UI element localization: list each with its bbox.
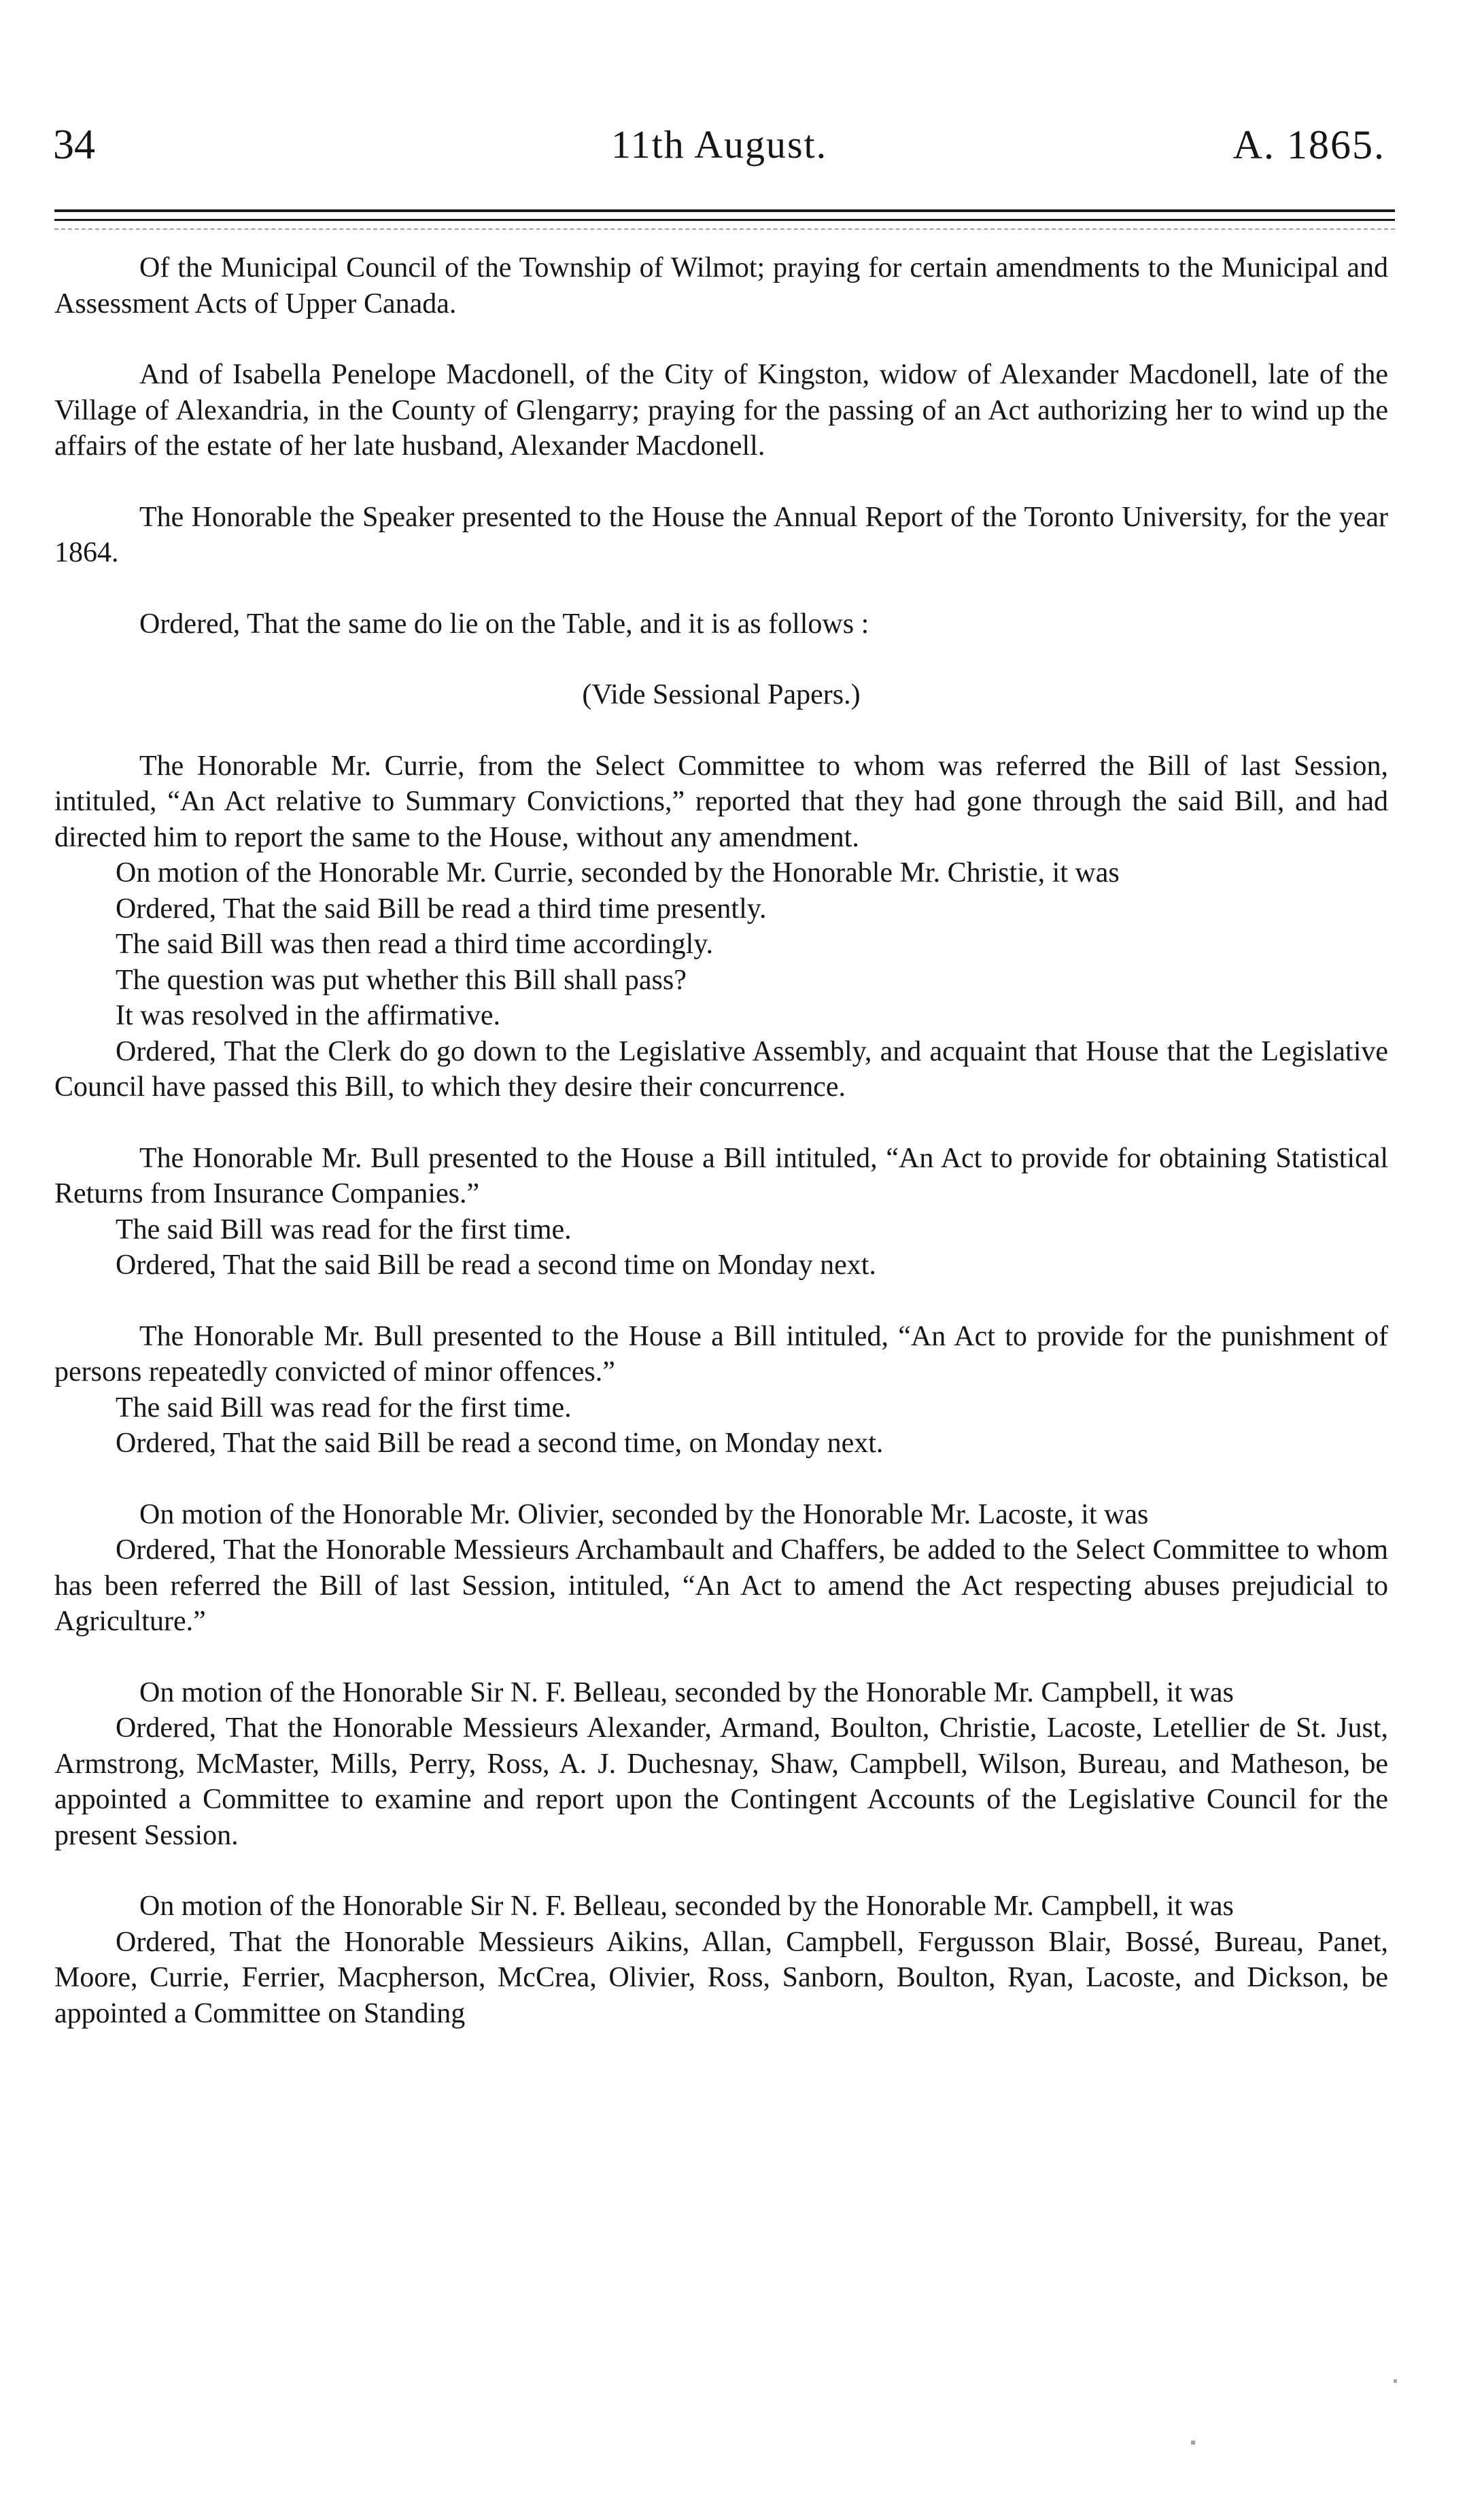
speaker-report-paragraph: The Honorable the Speaker presented to the House the Annual Report of the Toronto University, for the year 1864. — [54, 501, 1388, 568]
third-reading-done: The said Bill was then read a third time accordingly. — [116, 929, 714, 960]
header-rule-top — [54, 209, 1395, 212]
print-speck — [1394, 2379, 1397, 2383]
order-third-reading: Ordered, That the said Bill be read a third time presently. — [116, 893, 767, 925]
petition-wilmot: Of the Municipal Council of the Township of Wilmot; praying for certain amendments to the Municipal and Assessment Acts of Upper Canada. — [54, 252, 1388, 320]
journal-body — [54, 250, 1388, 2031]
motion-olivier: On motion of the Honorable Mr. Olivier, seconded by the Honorable Mr. Lacoste, it was — [139, 1498, 1149, 1530]
page-number: 34 — [53, 122, 95, 168]
first-reading-statistical: The said Bill was read for the first time. — [116, 1213, 572, 1245]
order-acquaint-assembly: Ordered, That the Clerk do go down to the Legislative Assembly, and acquaint that House that the Legislative Council have passed this Bill, to which they desire their concurrence. — [54, 1035, 1388, 1103]
motion-currie: On motion of the Honorable Mr. Currie, seconded by the Honorable Mr. Christie, it was — [116, 857, 1120, 889]
header-year: A. 1865. — [1232, 122, 1385, 167]
order-second-reading-minor-offences: Ordered, That the said Bill be read a second time, on Monday next. — [116, 1428, 884, 1459]
print-speck — [1380, 1057, 1383, 1061]
order-lie-on-table: Ordered, That the same do lie on the Table, and it is as follows : — [139, 608, 869, 640]
vide-sessional-papers: (Vide Sessional Papers.) — [582, 679, 861, 710]
motion-belleau-contingent: On motion of the Honorable Sir N. F. Belleau, seconded by the Honorable Mr. Campbell, it was — [139, 1676, 1234, 1708]
order-standing-committee: Ordered, That the Honorable Messieurs Aikins, Allan, Campbell, Fergusson Blair, Bossé, Bureau, Panet, Moore, Currie, Ferrier, Macpherson, McCrea, Olivier, Ross, Sanborn, Boulton, Ryan, Lacoste, and Dickson, be appointed a Committee on Standing — [54, 1926, 1388, 2029]
motion-belleau-standing: On motion of the Honorable Sir N. F. Belleau, seconded by the Honorable Mr. Campbell, it was — [139, 1891, 1234, 1922]
question-put: The question was put whether this Bill shall pass? — [116, 964, 687, 996]
order-second-reading-statistical: Ordered, That the said Bill be read a second time on Monday next. — [116, 1250, 876, 1281]
running-header — [53, 121, 1385, 169]
order-contingent-accounts-committee: Ordered, That the Honorable Messieurs Alexander, Armand, Boulton, Christie, Lacoste, Letellier de St. Just, Armstrong, McMaster, Mills, Perry, Ross, A. J. Duchesnay, Shaw, Campbell, Wilson, Bureau, and Matheson, be appointed a Committee to examine and report upon the Contingent Accounts of the Legislative Council for the present Session. — [54, 1712, 1388, 1851]
resolved-affirmative: It was resolved in the affirmative. — [116, 1000, 501, 1031]
currie-committee-report: The Honorable Mr. Currie, from the Select Committee to whom was referred the Bill of last Session, intituled, “An Act relative to Summary Convictions,” reported that they had gone through the said Bill, and had directed him to report the same to the House, without any amendment. — [54, 750, 1388, 853]
bull-bill-minor-offences: The Honorable Mr. Bull presented to the House a Bill intituled, “An Act to provide for the punishment of persons repeatedly convicted of minor offences.” — [54, 1320, 1388, 1388]
print-speck — [1191, 2441, 1195, 2445]
bull-bill-statistical-returns: The Honorable Mr. Bull presented to the House a Bill intituled, “An Act to provide for obtaining Statistical Returns from Insurance Companies.” — [54, 1142, 1388, 1209]
petition-macdonell: And of Isabella Penelope Macdonell, of the City of Kingston, widow of Alexander Macdonell, late of the Village of Alexandria, in the County of Glengarry; praying for the passing of an Act authorizing her to wind up the affairs of the estate of her late husband, Alexander Macdonell. — [54, 359, 1388, 462]
header-rule-bottom — [54, 219, 1395, 221]
order-agriculture-committee: Ordered, That the Honorable Messieurs Archambault and Chaffers, be added to the Select Committee to whom has been referred the Bill of last Session, intituled, “An Act to amend the Act respecting abuses prejudicial to Agriculture.” — [54, 1534, 1388, 1637]
header-date: 11th August. — [610, 122, 828, 167]
header-rule-dashed — [54, 228, 1395, 230]
first-reading-minor-offences: The said Bill was read for the first time. — [116, 1392, 572, 1424]
